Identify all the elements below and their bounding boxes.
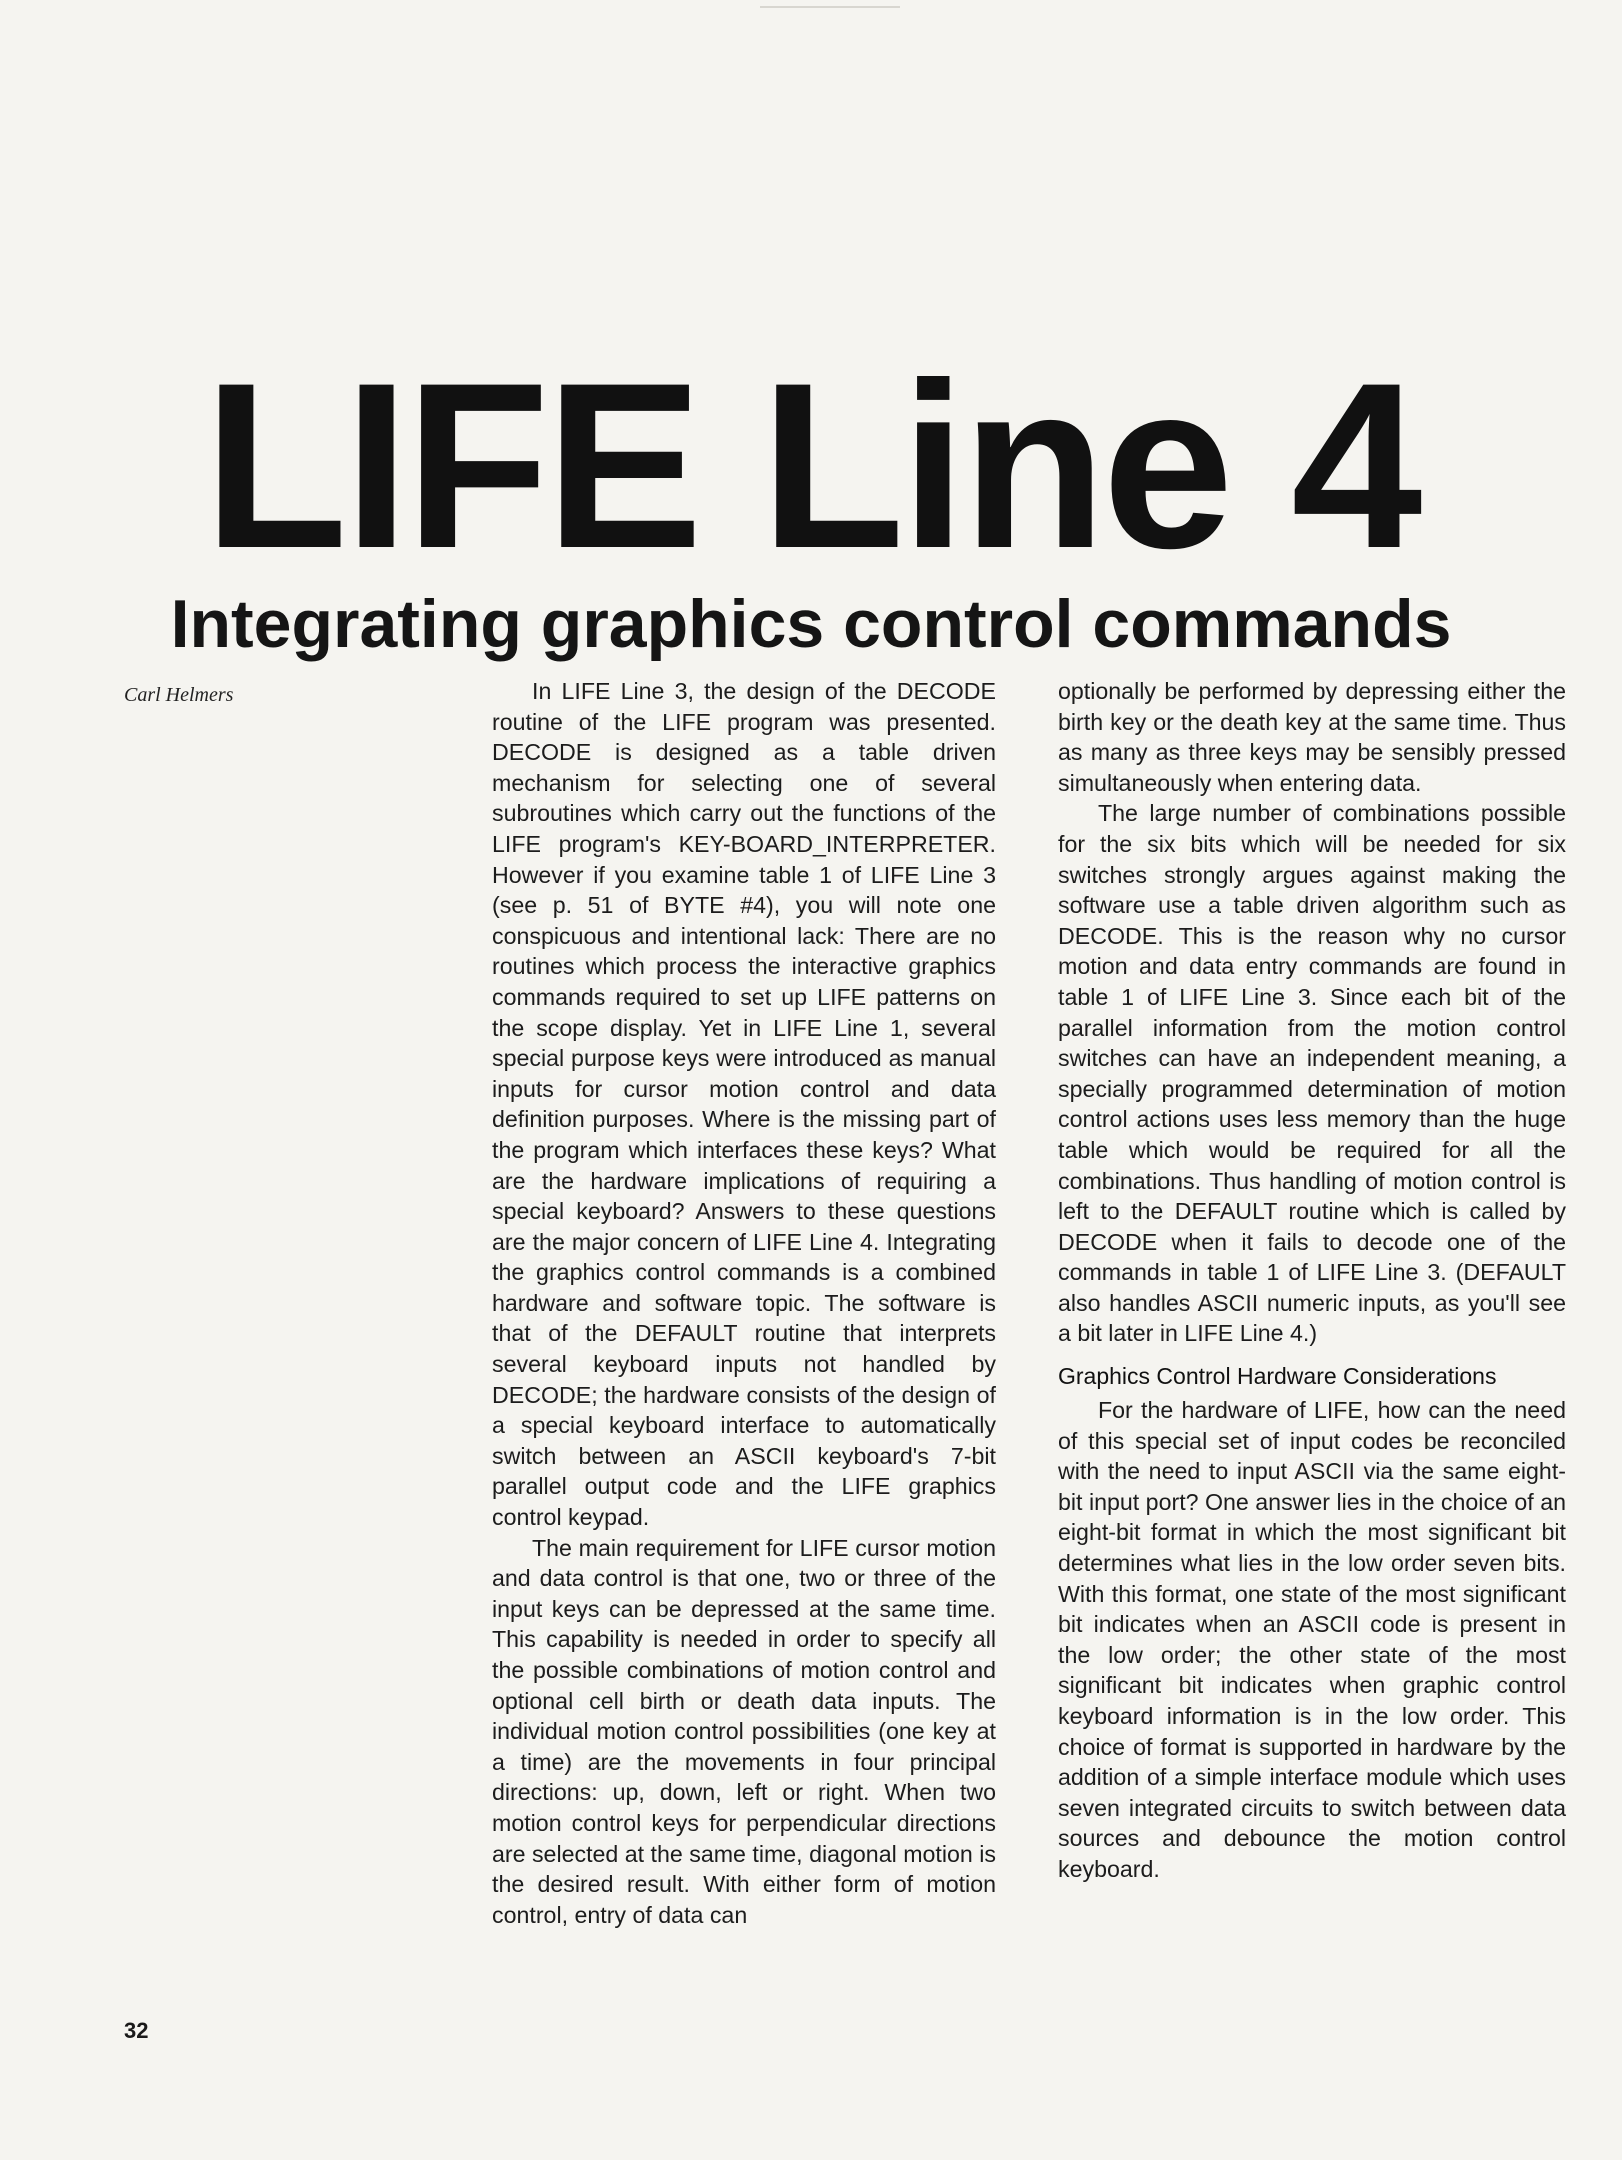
article-column-2 bbox=[1058, 676, 1566, 1885]
scan-artifact bbox=[760, 6, 900, 8]
body-paragraph: For the hardware of LIFE, how can the need of this special set of input codes be reconciled with the need to input ASCII via the same eight-bit input port? One answer lies in the choice of an eight-bit format in which the most significant bit determines what lies in the low order seven bits. With this format, one state of the most significant bit indicates when an ASCII code is present in the low order; the other state of the most significant bit indicates when graphic control keyboard information is in the low order. This choice of format is supported in hardware by the addition of a simple interface module which uses seven integrated circuits to switch between data sources and debounce the motion control keyboard. bbox=[1058, 1397, 1566, 1882]
author-byline: Carl Helmers bbox=[124, 684, 234, 706]
article-column-1 bbox=[492, 676, 996, 1930]
page-title: LIFE Line 4 bbox=[203, 334, 1419, 599]
section-heading: Graphics Control Hardware Considerations bbox=[1058, 1363, 1497, 1390]
body-paragraph: The large number of combinations possible for the six bits which will be needed for six switches strongly argues against making the software use a table driven algorithm such as DECODE. This is the reason why no cursor motion and data entry commands are found in table 1 of LIFE Line 3. Since each bit of the parallel information from the motion control switches can have an independent meaning, a specially programmed determination of motion control actions uses less memory than the huge table which would be required for all the combinations. Thus handling of motion control is left to the DEFAULT routine which is called by DECODE when it fails to decode one of the commands in table 1 of LIFE Line 3. (DEFAULT also handles ASCII numeric inputs, as you'll see a bit later in LIFE Line 4.) bbox=[1058, 800, 1566, 1347]
body-paragraph: The main requirement for LIFE cursor motion and data control is that one, two or three of the input keys can be depressed at the same time. This capability is needed in order to specify all the possible combinations of motion control and optional cell birth or death data inputs. The individual motion control possibilities (one key at a time) are the movements in four principal directions: up, down, left or right. When two motion control keys for perpendicular directions are selected at the same time, diagonal motion is the desired result. With either form of motion control, entry of data can bbox=[492, 1534, 996, 1928]
body-paragraph: optionally be performed by depressing either the birth key or the death key at the same time. Thus as many as three keys may be sensibly pressed simultaneously when entering data. bbox=[1058, 678, 1566, 796]
page-number: 32 bbox=[124, 2018, 149, 2043]
body-paragraph: In LIFE Line 3, the design of the DECODE routine of the LIFE program was presented. DECODE is designed as a table driven mechanism for selecting one of several subroutines which carry out the functions of the LIFE program's KEY-BOARD_INTERPRETER. However if you examine table 1 of LIFE Line 3 (see p. 51 of BYTE #4), you will note one conspicuous and intentional lack: There are no routines which process the interactive graphics commands required to set up LIFE patterns on the scope display. Yet in LIFE Line 1, several special purpose keys were introduced as manual inputs for cursor motion control and data definition purposes. Where is the missing part of the program which interfaces these keys? What are the hardware implications of requiring a special keyboard? Answers to these questions are the major concern of LIFE Line 4. Integrating the graphics control commands is a combined hardware and software topic. The software is that of the DEFAULT routine that interprets several keyboard inputs not handled by DECODE; the hardware consists of the design of a special keyboard interface to automatically switch between an ASCII keyboard's 7-bit parallel output code and the LIFE graphics control keypad. bbox=[492, 678, 996, 1531]
page-subtitle: Integrating graphics control commands bbox=[170, 586, 1452, 663]
